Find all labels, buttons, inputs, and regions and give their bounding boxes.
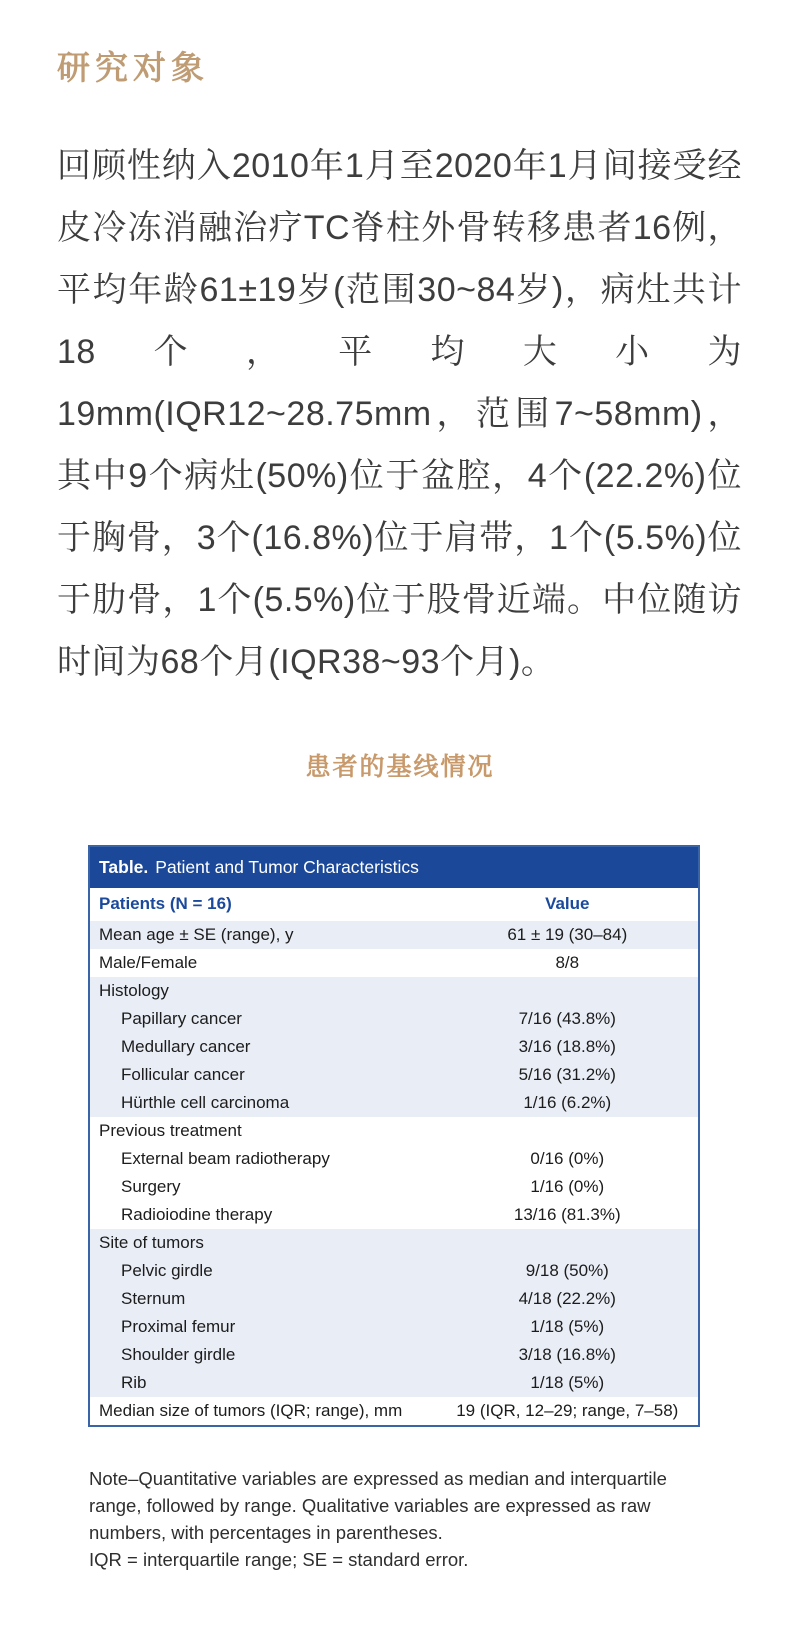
table-row [90, 1229, 698, 1257]
row-label: Male/Female [99, 953, 198, 972]
table-column-header-row [90, 888, 698, 921]
row-label: Follicular cancer [121, 1065, 245, 1084]
table-title-text: Patient and Tumor Characteristics [155, 857, 419, 877]
column-header-parameter: Patients (N = 16) [99, 894, 232, 913]
row-value: 7/16 (43.8%) [518, 1009, 616, 1028]
article-paragraph: 回顾性纳入2010年1月至2020年1月间接受经皮冷冻消融治疗TC脊柱外骨转移患者16例，平均年龄61±19岁(范围30~84岁)，病灶共计18个，平均大小为19mm(IQR12~28.75mm，范围7~58mm)，其中9个病灶(50%)位于盆腔，4个(22.2%)位于胸骨，3个(16.8%)位于肩带，1个(5.5%)位于肋骨，1个(5.5%)位于股骨近端。中位随访时间为68个月(IQR38~93个月)。 [57, 147, 742, 681]
table-body [90, 921, 698, 1425]
article-page [0, 42, 800, 1573]
footnote-abbreviations: IQR = interquartile range; SE = standard error. [89, 1549, 469, 1570]
table-title-band [90, 847, 698, 888]
row-value: 3/18 (16.8%) [518, 1345, 616, 1364]
table-row [90, 1201, 698, 1229]
table-row [90, 1173, 698, 1201]
row-value: 8/8 [555, 953, 580, 972]
row-label: Medullary cancer [121, 1037, 251, 1056]
table-row [90, 1061, 698, 1089]
row-value: 1/18 (5%) [530, 1373, 605, 1392]
row-value: 19 (IQR, 12–29; range, 7–58) [456, 1401, 679, 1420]
table-row [90, 1257, 698, 1285]
row-label: Shoulder girdle [121, 1345, 236, 1364]
row-value: 5/16 (31.2%) [518, 1065, 616, 1084]
table-row [90, 1117, 698, 1145]
row-label: External beam radiotherapy [121, 1149, 330, 1168]
table-row [90, 1397, 698, 1425]
column-header-value: Value [545, 894, 590, 913]
table-row [90, 921, 698, 949]
row-label: Pelvic girdle [121, 1261, 213, 1280]
row-label: Histology [99, 981, 169, 1000]
table-row [90, 1089, 698, 1117]
table-footnotes [89, 1465, 700, 1573]
table-row [90, 1005, 698, 1033]
row-value: 1/18 (5%) [530, 1317, 605, 1336]
table-row [90, 977, 698, 1005]
table-row [90, 1145, 698, 1173]
table-row [90, 1341, 698, 1369]
row-label: Sternum [121, 1289, 186, 1308]
row-value: 3/16 (18.8%) [518, 1037, 616, 1056]
figure-caption: 患者的基线情况 [305, 753, 495, 781]
characteristics-table [88, 845, 700, 1427]
row-label: Hürthle cell carcinoma [121, 1093, 290, 1112]
row-value: 13/16 (81.3%) [513, 1205, 621, 1224]
table-row [90, 1033, 698, 1061]
row-label: Mean age ± SE (range), y [99, 925, 294, 944]
table-title-label: Table. [99, 857, 149, 877]
row-label: Median size of tumors (IQR; range), mm [99, 1401, 403, 1420]
row-label: Radioiodine therapy [121, 1205, 273, 1224]
table-row [90, 1313, 698, 1341]
table-row [90, 1369, 698, 1397]
row-label: Site of tumors [99, 1233, 204, 1252]
section-title: 研究对象 [57, 51, 209, 87]
row-value: 1/16 (0%) [530, 1177, 605, 1196]
row-label: Papillary cancer [121, 1009, 242, 1028]
row-label: Proximal femur [121, 1317, 236, 1336]
row-value: 1/16 (6.2%) [523, 1093, 612, 1112]
table-row [90, 1285, 698, 1313]
row-label: Rib [121, 1373, 147, 1392]
row-label: Surgery [121, 1177, 181, 1196]
row-value: 9/18 (50%) [525, 1261, 609, 1280]
footnote-general: Note–Quantitative variables are expressed as median and interquartile range, followed by range. Qualitative variables are expressed as raw numbers, with percentages in parentheses. [89, 1468, 667, 1543]
row-value: 4/18 (22.2%) [518, 1289, 616, 1308]
row-label: Previous treatment [99, 1121, 242, 1140]
row-value: 61 ± 19 (30–84) [507, 925, 628, 944]
row-value: 0/16 (0%) [530, 1149, 605, 1168]
table-row [90, 949, 698, 977]
